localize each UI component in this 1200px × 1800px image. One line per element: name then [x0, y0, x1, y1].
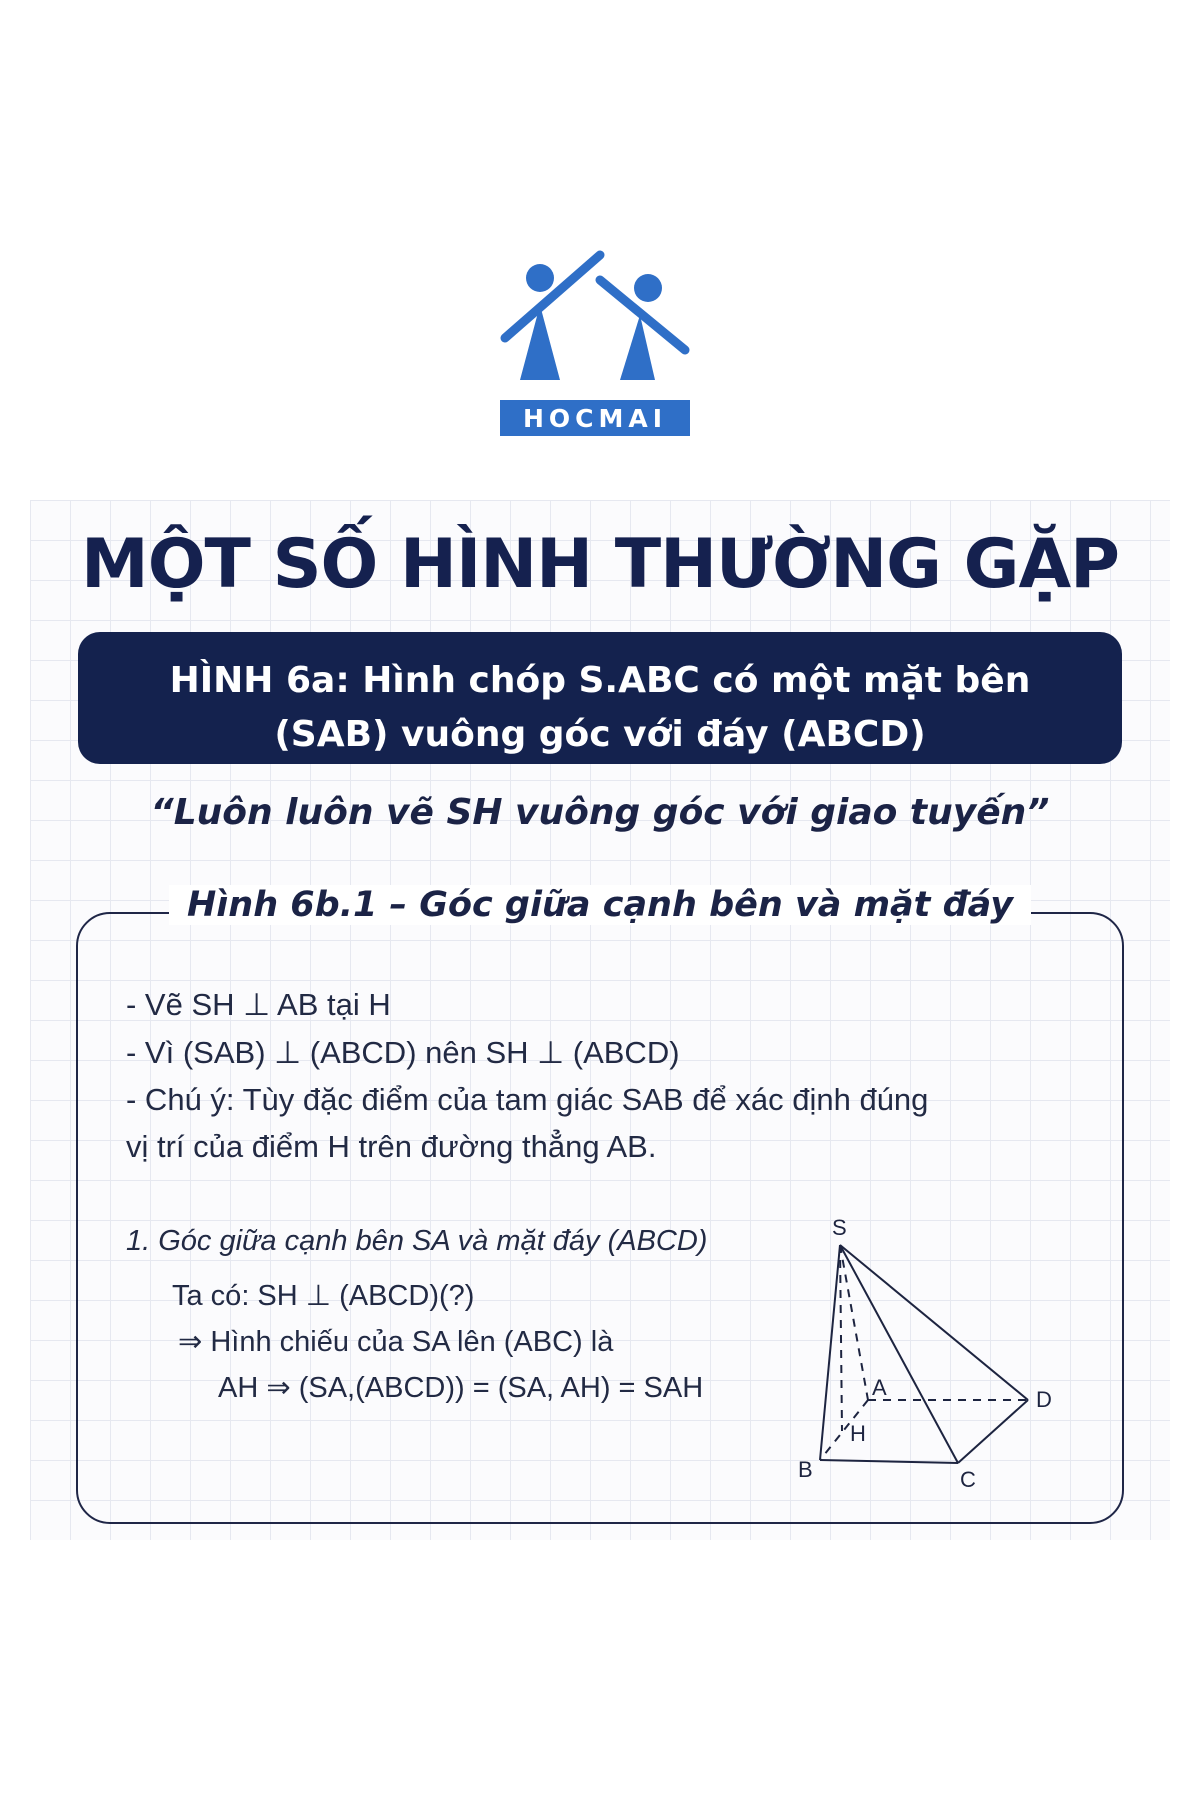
- banner-line-2: (SAB) vuông góc với đáy (ABCD): [274, 714, 926, 755]
- note-line-3: - Chú ý: Tùy đặc điểm của tam giác SAB để xác định đúng: [126, 1082, 929, 1117]
- label-B: B: [798, 1457, 813, 1482]
- label-S: S: [832, 1215, 847, 1240]
- figure-banner: [78, 632, 1122, 764]
- section-line-3: AH ⇒ (SA,(ABCD)) = (SA, AH) = SAH: [218, 1372, 704, 1404]
- tip-quote: “Luôn luôn vẽ SH vuông góc với giao tuyến”: [150, 792, 1050, 833]
- banner-line-1: HÌNH 6a: Hình chóp S.ABC có một mặt bên: [169, 660, 1031, 701]
- edge-SD: [840, 1245, 1028, 1400]
- pyramid-figure: [780, 1205, 1110, 1505]
- edge-BC: [820, 1460, 958, 1463]
- section-line-2: ⇒ Hình chiếu của SA lên (ABC) là: [178, 1326, 614, 1358]
- note-line-2: - Vì (SAB) ⊥ (ABCD) nên SH ⊥ (ABCD): [126, 1035, 680, 1070]
- note-line-4: vị trí của điểm H trên đường thẳng AB.: [126, 1129, 657, 1164]
- page-title: MỘT SỐ HÌNH THƯỜNG GẶP: [81, 525, 1119, 604]
- logo-wordmark: HOCMAI: [522, 404, 668, 433]
- edge-CD: [958, 1400, 1028, 1463]
- section-line-1: Ta có: SH ⊥ (ABCD)(?): [172, 1280, 475, 1312]
- box-heading-text: Hình 6b.1 – Góc giữa cạnh bên và mặt đáy: [169, 885, 1031, 925]
- edge-SA: [840, 1245, 868, 1400]
- segment-SH: [840, 1245, 842, 1431]
- logo-figure-head-right: [634, 274, 662, 302]
- label-C: C: [960, 1467, 976, 1492]
- label-H: H: [850, 1421, 866, 1446]
- note-line-1: - Vẽ SH ⊥ AB tại H: [126, 987, 391, 1022]
- section-title: 1. Góc giữa cạnh bên SA và mặt đáy (ABCD): [126, 1225, 708, 1257]
- box-heading: [0, 885, 1200, 925]
- edge-SB: [820, 1245, 840, 1460]
- label-D: D: [1036, 1387, 1052, 1412]
- label-A: A: [872, 1375, 887, 1400]
- hocmai-logo: [500, 250, 690, 440]
- logo-figure-head-left: [526, 264, 554, 292]
